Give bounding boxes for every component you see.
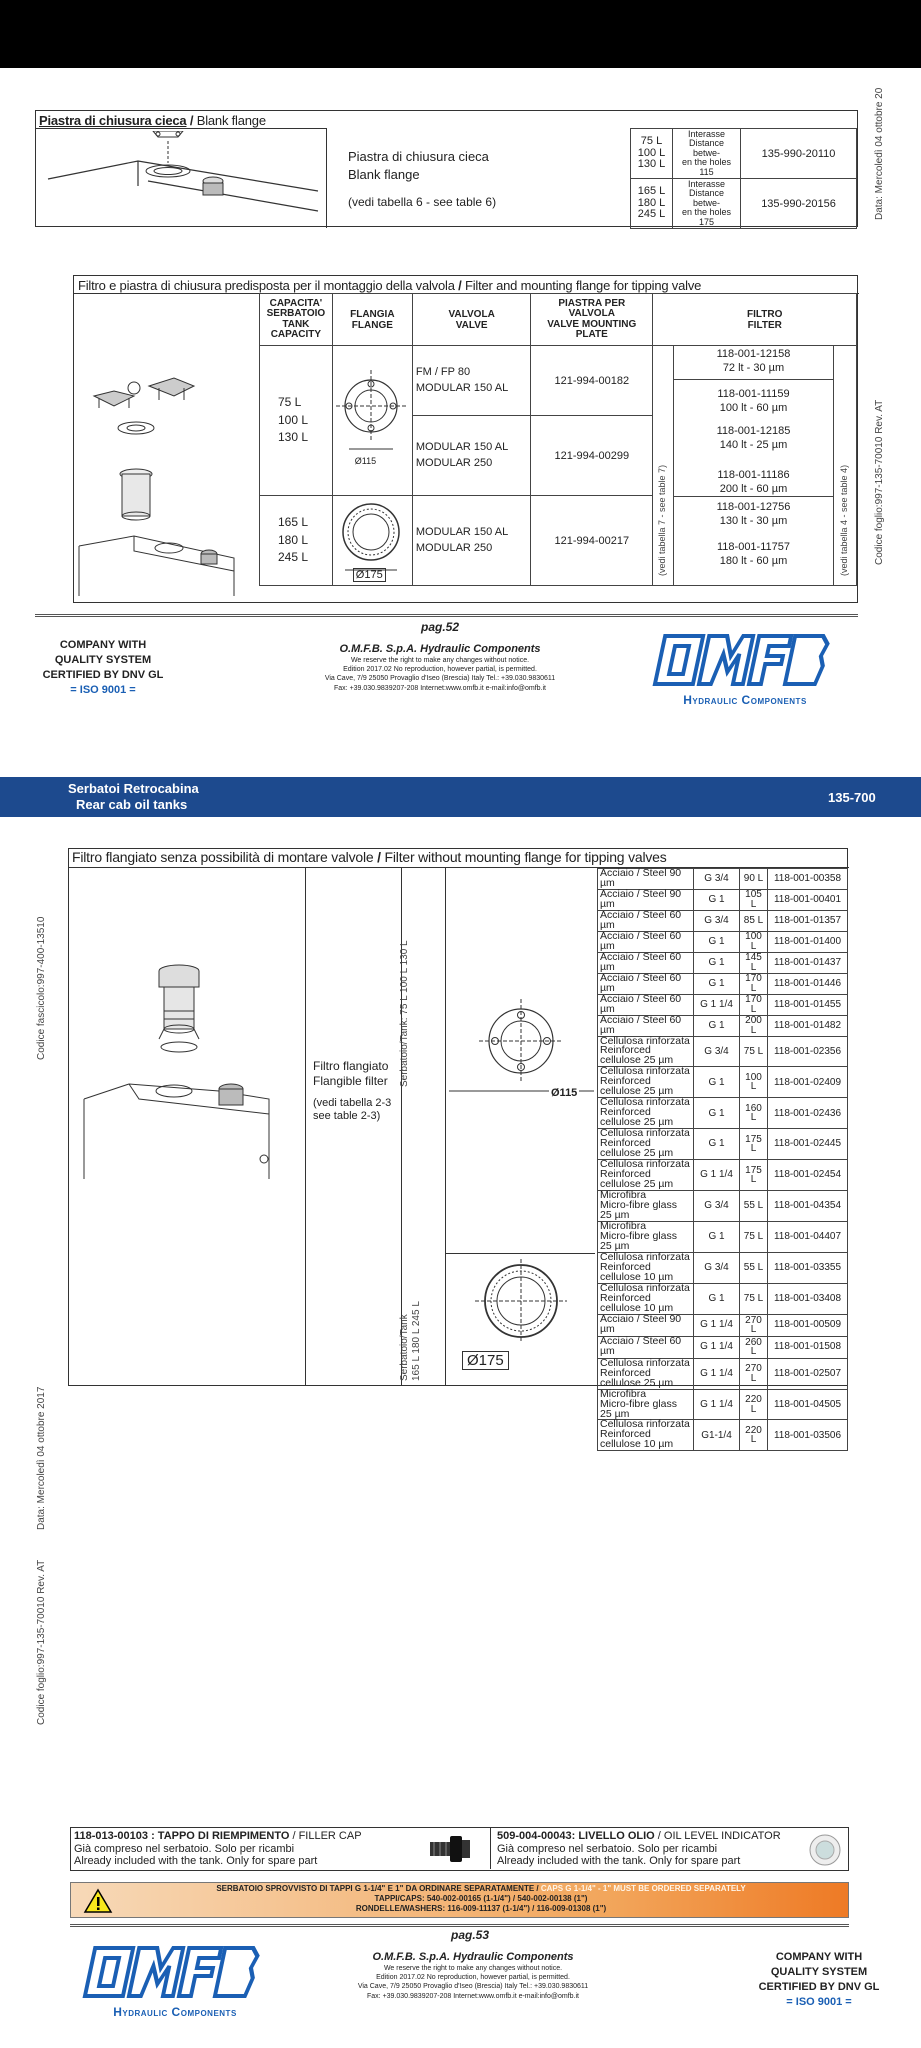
thread-cell: G 1 1/4 (694, 1336, 740, 1358)
capacity-cell: 55 L (740, 1191, 768, 1222)
filter-media-cell: Cellulosa rinforzata Reinforced cellulose 25 µm (598, 1036, 694, 1067)
see-table-4: (vedi tabella 4 - see table 4) (839, 464, 850, 576)
part-code-cell: 118-001-04505 (768, 1389, 848, 1420)
blank-flange-desc: Piastra di chiusura cieca Blank flange (348, 149, 489, 183)
capacity-cell: 270 L (740, 1358, 768, 1389)
thread-cell: G1-1/4 (694, 1420, 740, 1451)
certification-block-1: COMPANY WITH QUALITY SYSTEM CERTIFIED BY DNV GL = ISO 9001 = (42, 639, 164, 696)
filter-media-cell: Cellulosa rinforzata Reinforced cellulose 10 µm (598, 1420, 694, 1451)
thread-cell: G 3/4 (694, 869, 740, 890)
capacity-cell: 90 L (740, 869, 768, 890)
filter-part-row (598, 973, 848, 994)
part-code-cell: 118-001-02445 (768, 1129, 848, 1160)
tank-capacity-2: Serbatoio/Tank 165 L 180 L 245 L (399, 1301, 422, 1381)
thread-cell: G 1 (694, 1098, 740, 1129)
side-fascicolo-label: Codice fascicolo:997-400-13510 (36, 916, 47, 1060)
side-date-label-2: Data: Mercoledì 04 ottobre 2017 (36, 1386, 47, 1530)
capacity-cell: 170 L (740, 973, 768, 994)
filter-part-row (598, 952, 848, 973)
filter-media-cell: Acciaio / Steel 60 µm (598, 973, 694, 994)
level-indicator-image (807, 1832, 843, 1868)
filter-part-row (598, 1283, 848, 1314)
thread-cell: G 1 1/4 (694, 994, 740, 1015)
certification-block-2: COMPANY WITH QUALITY SYSTEM CERTIFIED BY DNV GL = ISO 9001 = (758, 1951, 880, 2008)
section-header-band (0, 777, 921, 817)
thread-cell: G 1 (694, 1067, 740, 1098)
capacity-cell: 85 L (740, 910, 768, 931)
capacity-cell: 105 L (740, 889, 768, 910)
side-date-label: Data: Mercoledì 04 ottobre 20 (874, 87, 885, 220)
filter-media-cell: Acciaio / Steel 60 µm (598, 952, 694, 973)
filter-media-cell: Acciaio / Steel 90 µm (598, 889, 694, 910)
thread-cell: G 1 (694, 931, 740, 952)
part-code-cell: 118-001-00358 (768, 869, 848, 890)
part-code-cell: 118-001-02454 (768, 1160, 848, 1191)
filter-media-cell: Acciaio / Steel 60 µm (598, 931, 694, 952)
filter-part-row (598, 1160, 848, 1191)
flange-115-dim-2: Ø115 (551, 1087, 578, 1099)
filter-part-row (598, 1129, 848, 1160)
part-code-cell: 118-001-01482 (768, 1015, 848, 1036)
filter-part-row (598, 889, 848, 910)
flangible-filter-drawing (69, 949, 305, 1179)
filter-part-row (598, 910, 848, 931)
top-status-bar (0, 0, 921, 68)
filter-media-cell: Cellulosa rinforzata Reinforced cellulose 25 µm (598, 1358, 694, 1389)
filter-part-row (598, 1221, 848, 1252)
part-code-cell: 118-001-02356 (768, 1036, 848, 1067)
filter-part-row (598, 1098, 848, 1129)
filter-part-row (598, 1067, 848, 1098)
part-code-cell: 118-001-02436 (768, 1098, 848, 1129)
filter-part-table (597, 868, 848, 1451)
side-code-label-2: Codice foglio:997-135-70010 Rev. AT (36, 1559, 47, 1725)
warning-banner (70, 1882, 849, 1918)
part-code-cell: 118-001-01357 (768, 910, 848, 931)
blank-flange-note: (vedi tabella 6 - see table 6) (348, 195, 497, 209)
capacity-cell: 270 L (740, 1314, 768, 1336)
part-code-cell: 118-001-04354 (768, 1191, 848, 1222)
capacity-cell: 200 L (740, 1015, 768, 1036)
part-code-cell: 118-001-01455 (768, 994, 848, 1015)
flangible-filter-label: Filtro flangiato Flangible filter (313, 1059, 389, 1088)
filter-media-cell: Microfibra Micro-fibre glass 25 µm (598, 1221, 694, 1252)
filter-media-cell: Acciaio / Steel 60 µm (598, 1015, 694, 1036)
filter-media-cell: Acciaio / Steel 60 µm (598, 994, 694, 1015)
filter-flange-table: CAPACITA' SERBATOIO TANK CAPACITY FLANGIA FLANGE VALVOLA VALVE PIASTRA PER VALVOLA VALVE MOUNTING PLATE FILTRO FILTER 75 L 100 L 130 L Ø115 FM / FP 80 MODULAR 150 AL 121-994-00182 (vedi tabella 7 - see table 7) 118-001-12158 72 lt - 30 µm 118-001-11159 100 lt - 60 µm 118-001-12185 140 lt - 25 µm 118-001-11186 200 lt - 60 µm 118-001-12756 130 lt - 30 µm 118-001-11757 180 lt - 60 µm (vedi tabella 4 - see table 4) MODULAR 150 AL MODULAR 250 121-994-00299 165 L 180 L 245 L Ø175 MODULAR 150 AL MODULAR 250 121-994-00217 (259, 293, 857, 586)
capacity-cell: 260 L (740, 1336, 768, 1358)
capacity-cell: 75 L (740, 1221, 768, 1252)
part-code-cell: 118-001-03506 (768, 1420, 848, 1451)
filter-media-cell: Acciaio / Steel 90 µm (598, 1314, 694, 1336)
filter-media-cell: Cellulosa rinforzata Reinforced cellulose 10 µm (598, 1283, 694, 1314)
company-info-1: O.M.F.B. S.p.A. Hydraulic Components We reserve the right to make any changes without notice. Edition 2017.02 No reproduction, however partial, is permitted. Via Cave, 7/9 25050 Provaglio d'Iseo (Brescia) Italy Tel.: +39.030.9830611 Fax: +39.030.9839207-208 Internet:www.omfb.it e-mail:info@omfb.it (324, 643, 556, 692)
part-code-cell: 118-001-01446 (768, 973, 848, 994)
capacity-cell: 175 L (740, 1129, 768, 1160)
flangible-filter-section (68, 848, 848, 1451)
filter-flange-section (73, 275, 858, 603)
filter-media-cell: Microfibra Micro-fibre glass 25 µm (598, 1191, 694, 1222)
spare-parts-box (70, 1827, 849, 1871)
warning-text: SERBATOIO SPROVVISTO DI TAPPI G 1-1/4" E 1" DA ORDINARE SEPARATAMENTE / CAPS G 1-1/4" - 1" MUST BE ORDERED SEPARATELY TAPPI/CAPS: 540-002-00165 (1-1/4") / 540-002-00138 (1") RONDELLE/WASHERS: 116-009-11137 (1-1/4") / 116-009-01308 (1") (216, 1884, 746, 1913)
capacity-cell: 75 L (740, 1283, 768, 1314)
part-code-cell: 118-001-03408 (768, 1283, 848, 1314)
thread-cell: G 3/4 (694, 910, 740, 931)
capacity-cell: 220 L (740, 1389, 768, 1420)
part-code-cell: 118-001-01400 (768, 931, 848, 952)
filter-media-cell: Acciaio / Steel 60 µm (598, 1336, 694, 1358)
filter-media-cell: Cellulosa rinforzata Reinforced cellulose 25 µm (598, 1160, 694, 1191)
thread-cell: G 1 (694, 973, 740, 994)
filter-part-row (598, 1015, 848, 1036)
thread-cell: G 3/4 (694, 1036, 740, 1067)
part-code-cell: 118-001-00509 (768, 1314, 848, 1336)
capacity-cell: 175 L (740, 1160, 768, 1191)
thread-cell: G 1 1/4 (694, 1358, 740, 1389)
level-indicator-info: 509-004-00043: LIVELLO OLIO / OIL LEVEL INDICATOR Già compreso nel serbatoio. Solo per ricambi Already included with the tank. Only for spare part (497, 1830, 781, 1868)
thread-cell: G 1 (694, 1221, 740, 1252)
filter-part-row (598, 1036, 848, 1067)
tank-capacity-1: Serbatoio/Tank: 75 L 100 L 130 L (399, 940, 410, 1087)
filter-part-row (598, 994, 848, 1015)
filter-part-row (598, 1420, 848, 1451)
capacity-cell: 145 L (740, 952, 768, 973)
part-code-cell: 118-001-04407 (768, 1221, 848, 1252)
flange-175-dim: Ø175 (353, 568, 386, 582)
blank-flange-title: Piastra di chiusura cieca / Blank flange (39, 113, 266, 128)
flange-175-drawing (336, 500, 406, 576)
thread-cell: G 3/4 (694, 1191, 740, 1222)
see-table-7: (vedi tabella 7 - see table 7) (657, 464, 668, 576)
flange-175-dim-2: Ø175 (462, 1351, 509, 1370)
filler-cap-image (416, 1832, 486, 1866)
capacity-cell: 220 L (740, 1420, 768, 1451)
filler-cap-info: 118-013-00103 : TAPPO DI RIEMPIMENTO / FILLER CAP Già compreso nel serbatoio. Solo per ricambi Already included with the tank. Only for spare part (74, 1830, 362, 1868)
filter-drawing (74, 296, 259, 596)
part-code-cell: 118-001-00401 (768, 889, 848, 910)
filter-media-cell: Cellulosa rinforzata Reinforced cellulose 25 µm (598, 1098, 694, 1129)
company-info-2: O.M.F.B. S.p.A. Hydraulic Components We reserve the right to make any changes without notice. Edition 2017.02 No reproduction, however partial, is permitted. Via Cave, 7/9 25050 Provaglio d'Iseo (Brescia) Italy Tel.: +39.030.9830611 Fax: +39.030.9839207-208 Internet:www.omfb.it e-mail:info@omfb.it (357, 1951, 589, 2000)
filter-media-cell: Cellulosa rinforzata Reinforced cellulose 25 µm (598, 1067, 694, 1098)
flange-175-drawing-2 (449, 1259, 594, 1359)
filter-part-row (598, 1314, 848, 1336)
side-code-label: Codice foglio:997-135-70010 Rev. AT (874, 399, 885, 565)
blank-flange-drawing (38, 131, 328, 223)
capacity-cell: 170 L (740, 994, 768, 1015)
filter-part-row (598, 1191, 848, 1222)
thread-cell: G 1 1/4 (694, 1314, 740, 1336)
filter-part-row (598, 869, 848, 890)
filter-media-cell: Cellulosa rinforzata Reinforced cellulose 10 µm (598, 1252, 694, 1283)
thread-cell: G 1 1/4 (694, 1389, 740, 1420)
page-number-52: pag.52 (420, 620, 459, 634)
thread-cell: G 1 (694, 1129, 740, 1160)
filter-media-cell: Acciaio / Steel 60 µm (598, 910, 694, 931)
part-code-cell: 118-001-02409 (768, 1067, 848, 1098)
capacity-cell: 100 L (740, 931, 768, 952)
thread-cell: G 3/4 (694, 1252, 740, 1283)
section-code: 135-700 (828, 790, 876, 805)
thread-cell: G 1 1/4 (694, 1160, 740, 1191)
omfb-logo-1: Hydraulic Components (650, 632, 840, 707)
part-code-cell: 118-001-03355 (768, 1252, 848, 1283)
blank-flange-table: 75 L 100 L 130 L Interasse Distance betwe- en the holes 115 135-990-20110 165 L 180 L 245 L Interasse Distance betwe- en the holes 175 135-990-20156 (630, 128, 857, 229)
part-code-cell: 118-001-01437 (768, 952, 848, 973)
thread-cell: G 1 (694, 1283, 740, 1314)
filter-media-cell: Microfibra Micro-fibre glass 25 µm (598, 1389, 694, 1420)
filter-part-row (598, 1336, 848, 1358)
capacity-cell: 160 L (740, 1098, 768, 1129)
capacity-cell: 100 L (740, 1067, 768, 1098)
filter-media-cell: Cellulosa rinforzata Reinforced cellulose 25 µm (598, 1129, 694, 1160)
part-code-cell: 118-001-02507 (768, 1358, 848, 1389)
filter-part-row (598, 1252, 848, 1283)
see-table-2-3: (vedi tabella 2-3 see table 2-3) (313, 1097, 392, 1123)
filter-media-cell: Acciaio / Steel 90 µm (598, 869, 694, 890)
thread-cell: G 1 (694, 952, 740, 973)
thread-cell: G 1 (694, 889, 740, 910)
part-code-cell: 118-001-01508 (768, 1336, 848, 1358)
section-title: Serbatoi Retrocabina Rear cab oil tanks (68, 781, 199, 812)
capacity-cell: 75 L (740, 1036, 768, 1067)
blank-flange-section (35, 110, 858, 227)
flange-115-dim: Ø115 (354, 456, 377, 466)
omfb-logo-2: Hydraulic Components (75, 1944, 275, 2019)
capacity-cell: 55 L (740, 1252, 768, 1283)
filter-part-row (598, 931, 848, 952)
filter-part-row (598, 1389, 848, 1420)
filter-flange-title: Filtro e piastra di chiusura predisposta per il montaggio della valvola / Filter and mounting flange for tipping valve (78, 278, 702, 293)
page-number-53: pag.53 (450, 1928, 489, 1942)
filter-part-row (598, 1358, 848, 1389)
flangible-filter-title: Filtro flangiato senza possibilità di montare valvole / Filter without mounting flange for tipping valves (72, 849, 667, 865)
thread-cell: G 1 (694, 1015, 740, 1036)
warning-icon (83, 1888, 113, 1914)
